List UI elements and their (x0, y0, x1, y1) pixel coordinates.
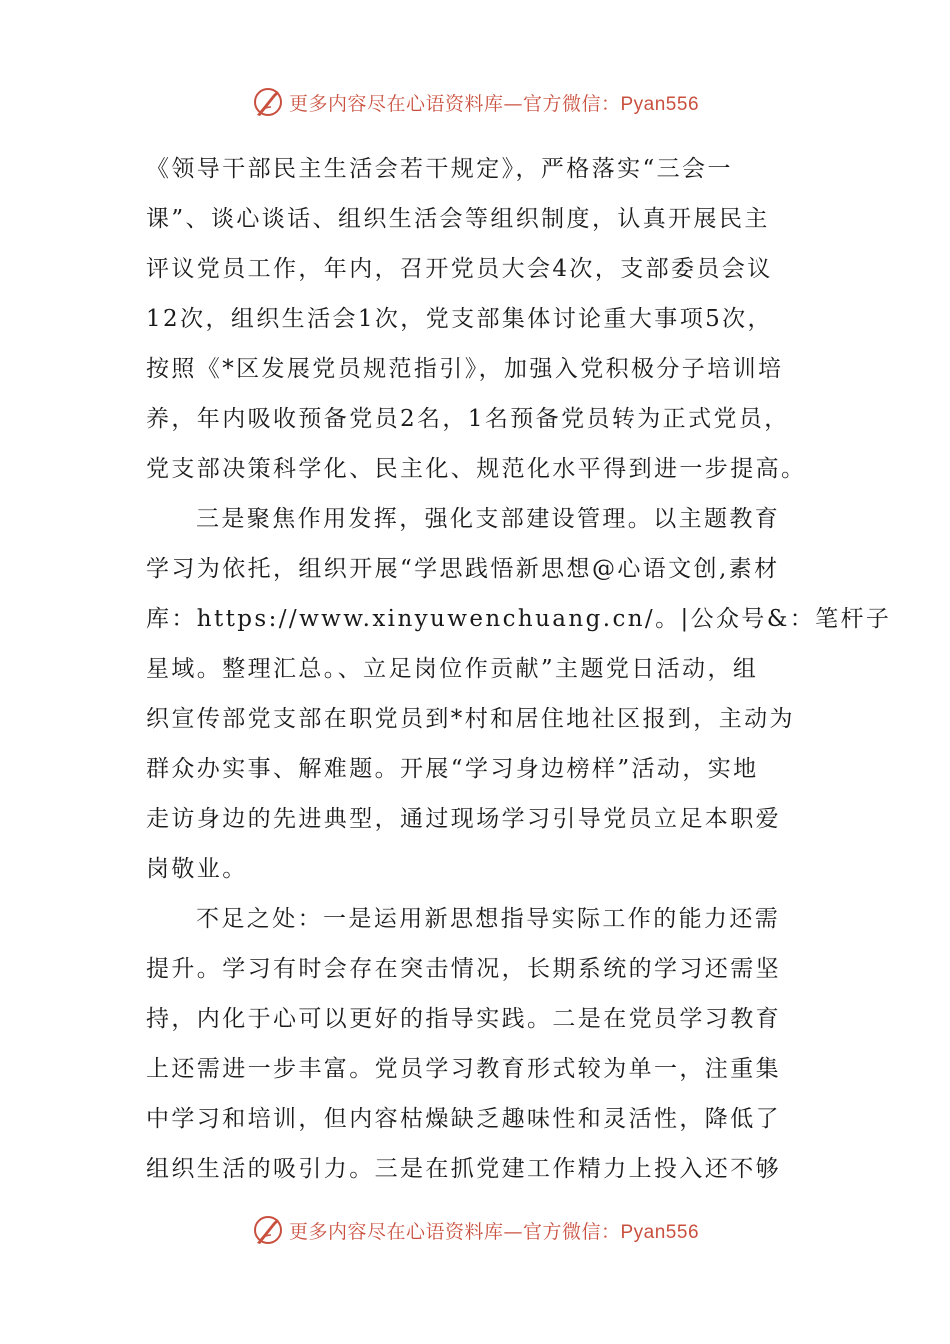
pen-quill-icon (251, 1213, 285, 1247)
text-line: 组织生活的吸引力。三是在抓党建工作精力上投入还不够 (146, 1156, 781, 1182)
paragraph-2 (146, 494, 892, 894)
paragraph-1 (146, 144, 806, 494)
text-line: 群众办实事、解难题。开展“学习身边榜样”活动，实地 (146, 756, 759, 782)
text-line: 上还需进一步丰富。党员学习教育形式较为单一，注重集 (146, 1056, 781, 1082)
document-body (146, 144, 892, 1194)
text-line: 星域。整理汇总。、立足岗位作贡献”主题党日活动，组 (146, 656, 759, 682)
text-line: 库：https://www.xinyuwenchuang.cn/。|公众号&：笔杆子 (146, 606, 892, 632)
text-line: 持，内化于心可以更好的指导实践。二是在党员学习教育 (146, 1006, 781, 1032)
text-line: 《领导干部民主生活会若干规定》，严格落实“三会一 (146, 156, 733, 182)
text-line: 课”、谈心谈话、组织生活会等组织制度，认真开展民主 (146, 206, 770, 232)
wechat-id: Pyan556 (620, 93, 700, 115)
text-line: 岗敬业。 (146, 856, 248, 882)
text-line: 按照《*区发展党员规范指引》，加强入党积极分子培训培 (146, 356, 784, 382)
text-line: 12次，组织生活会1次，党支部集体讨论重大事项5次， (146, 306, 773, 332)
text-line: 中学习和培训，但内容枯燥缺乏趣味性和灵活性，降低了 (146, 1106, 781, 1132)
banner-text: 更多内容尽在心语资料库—官方微信：Pyan556 (288, 92, 700, 115)
text-line: 织宣传部党支部在职党员到*村和居住地社区报到，主动为 (146, 706, 795, 732)
text-line: 学习为依托，组织开展“学思践悟新思想@心语文创,素材 (146, 556, 780, 582)
text-line: 养，年内吸收预备党员2名，1名预备党员转为正式党员， (146, 406, 790, 432)
footer-banner (0, 1210, 950, 1250)
text-line: 党支部决策科学化、民主化、规范化水平得到进一步提高。 (146, 456, 807, 482)
banner-text: 更多内容尽在心语资料库—官方微信：Pyan556 (288, 1220, 700, 1243)
paragraph-3 (146, 894, 806, 1194)
text-line: 不足之处：一是运用新思想指导实际工作的能力还需 (196, 906, 781, 932)
text-line: 评议党员工作，年内，召开党员大会4次，支部委员会议 (146, 256, 773, 282)
wechat-id: Pyan556 (620, 1221, 700, 1243)
text-line: 提升。学习有时会存在突击情况，长期系统的学习还需坚 (146, 956, 781, 982)
text-line: 三是聚焦作用发挥，强化支部建设管理。以主题教育 (196, 506, 781, 532)
text-line: 走访身边的先进典型，通过现场学习引导党员立足本职爱 (146, 806, 781, 832)
header-banner (0, 82, 950, 122)
pen-quill-icon (251, 85, 285, 119)
